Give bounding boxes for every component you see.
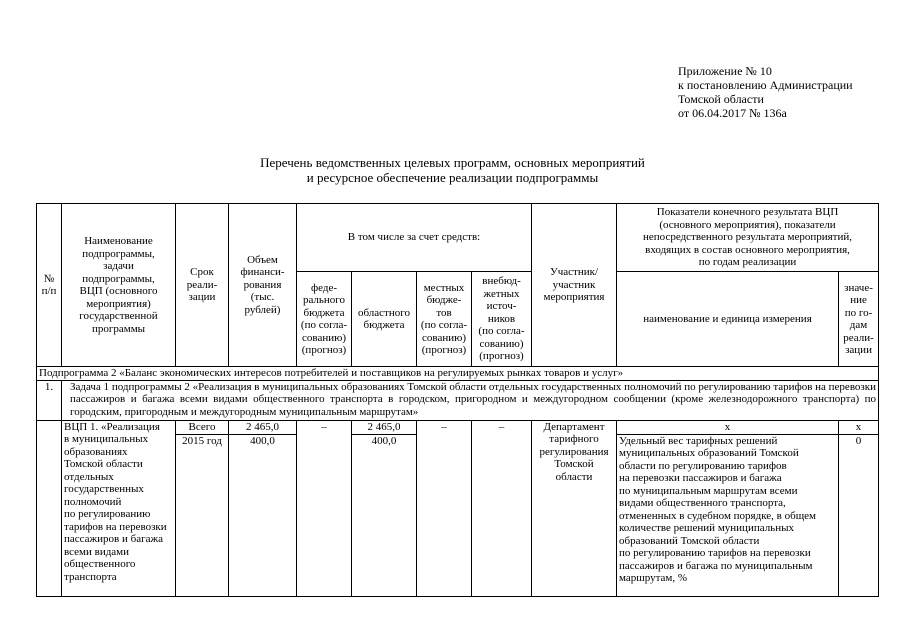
appendix-block bbox=[678, 64, 853, 120]
vcp-term-total: Всего bbox=[176, 420, 229, 434]
header-num: № п/п bbox=[37, 204, 62, 367]
header-participant: Участник/ участник мероприятия bbox=[532, 204, 617, 367]
vcp-indicator-value: 0 bbox=[839, 434, 879, 596]
program-table bbox=[36, 203, 879, 597]
vcp-offbudget: – bbox=[472, 420, 532, 596]
vcp-term-year: 2015 год bbox=[176, 434, 229, 596]
appendix-line: к постановлению Администрации bbox=[678, 78, 853, 92]
vcp-volume-total: 2 465,0 bbox=[229, 420, 297, 434]
header-indicators-group: Показатели конечного результата ВЦП (основного мероприятия), показатели непосредственного результата мероприятий, входящих в состав основного мероприятия, по годам реализации bbox=[617, 204, 879, 272]
vcp-participant: Департамент тарифного регулирования Томской области bbox=[532, 420, 617, 596]
appendix-line: от 06.04.2017 № 136а bbox=[678, 106, 787, 120]
document-title bbox=[0, 155, 905, 185]
vcp-federal: – bbox=[297, 420, 352, 596]
header-federal: феде- рального бюджета (по согла- сованию) (прогноз) bbox=[297, 272, 352, 367]
subprogram-row: Подпрограмма 2 «Баланс экономических интересов потребителей и поставщиков на регулируемых рынках товаров и услуг» bbox=[37, 367, 879, 381]
vcp-num bbox=[37, 420, 62, 596]
header-indicator-value: значе- ние по го- дам реали- зации bbox=[839, 272, 879, 367]
header-funds-group: В том числе за счет средств: bbox=[297, 204, 532, 272]
task-num: 1. bbox=[37, 380, 62, 420]
appendix-line: Томской области bbox=[678, 92, 764, 106]
vcp-regional-year: 400,0 bbox=[352, 434, 417, 596]
task-row: Задача 1 подпрограммы 2 «Реализация в муниципальных образованиях Томской области отдельных государственных полномочий по регулированию тарифов на перевозки пассажиров и багажа всеми видами общественного транспорта в городском, пригородном и междугородном сообщении (кроме железнодорожного транспорта) по городским, пригородным и междугородным муниципальным маршрутам» bbox=[62, 380, 879, 420]
header-name: Наименование подпрограммы, задачи подпрограммы, ВЦП (основного мероприятия) государственной программы bbox=[62, 204, 176, 367]
vcp-indicator-name-top: х bbox=[617, 420, 839, 434]
vcp-indicator-value-top: х bbox=[839, 420, 879, 434]
vcp-local: – bbox=[417, 420, 472, 596]
vcp-volume-year: 400,0 bbox=[229, 434, 297, 596]
header-offbudget: внебюд- жетных источ- ников (по согла- сованию) (прогноз) bbox=[472, 272, 532, 367]
header-volume: Объем финанси- рования (тыс. рублей) bbox=[229, 204, 297, 367]
header-term: Срок реали- зации bbox=[176, 204, 229, 367]
header-indicator-name: наименование и единица измерения bbox=[617, 272, 839, 367]
title-line: Перечень ведомственных целевых программ, основных мероприятий bbox=[260, 155, 645, 170]
vcp-name: ВЦП 1. «Реализация в муниципальных образованиях Томской области отдельных государственных полномочий по регулированию тарифов на перевозки пассажиров и багажа всеми видами общественного транспорта bbox=[62, 420, 176, 596]
vcp-regional-total: 2 465,0 bbox=[352, 420, 417, 434]
header-regional: областного бюджета bbox=[352, 272, 417, 367]
header-local: местных бюдже- тов (по согла- сованию) (прогноз) bbox=[417, 272, 472, 367]
appendix-line: Приложение № 10 bbox=[678, 64, 772, 78]
title-line: и ресурсное обеспечение реализации подпрограммы bbox=[306, 170, 599, 185]
vcp-indicator-name: Удельный вес тарифных решений муниципальных образований Томской области по регулированию тарифов на перевозки пассажиров и багажа по муниципальным маршрутам всеми видами общественного транспорта, отмененных в судебном порядке, в общем количестве решений муниципальных образований Томской области по регулированию тарифов на перевозки пассажиров и багажа по муниципальным маршрутам, % bbox=[617, 434, 839, 596]
